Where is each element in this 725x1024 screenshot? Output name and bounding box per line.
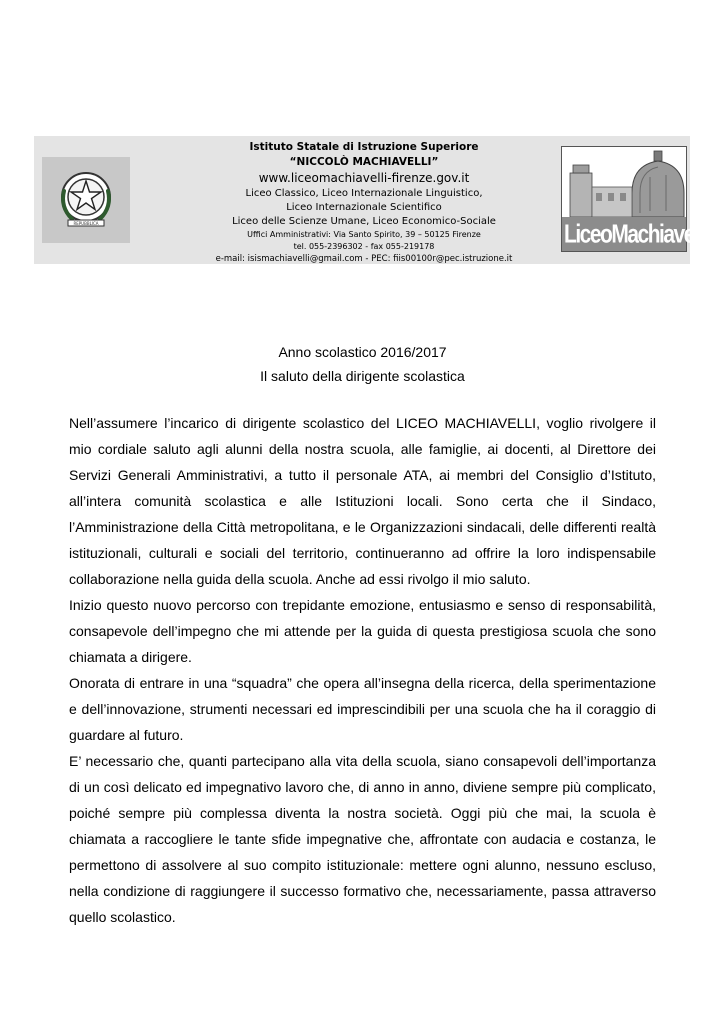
courses-line-2: Liceo Internazionale Scientifico — [286, 202, 442, 213]
paragraph: E’ necessario che, quanti partecipano alla vita della scuola, siano consapevoli dell’importanza di un così delicato ed impegnativo lavoro che, di anno in anno, diviene sempre più complicato, poiché sempre più complessa diventa la nostra società. Oggi più che mai, la scuola è chiamata a raccogliere le tante sfide impegnative che, affrontate con audacia e costanza, le permettono di assolvere al suo compito istituzionale: mettere ogni alunno, nessuno escluso, nella condizione di raggiungere il successo formativo che, necessariamente, passa attraverso quello scolastico. — [69, 753, 656, 925]
school-logo — [561, 146, 707, 252]
courses-line-1: Liceo Classico, Liceo Internazionale Linguistico, — [245, 188, 483, 199]
letterhead-text — [164, 140, 564, 266]
school-year: Anno scolastico 2016/2017 — [278, 344, 447, 360]
phone-fax: tel. 055-2396302 - fax 055-219178 — [293, 242, 435, 251]
svg-text:REPUBBLICA: REPUBBLICA — [73, 221, 99, 226]
logo-wordmark: LiceoMachiavelli — [564, 220, 707, 249]
offices-address: Uffici Amministrativi: Via Santo Spirito, 39 – 50125 Firenze — [247, 230, 481, 239]
document-subject: Il saluto della dirigente scolastica — [260, 368, 465, 384]
institute-type: Istituto Statale di Istruzione Superiore — [249, 141, 479, 153]
emblem-frame — [42, 157, 130, 243]
letterhead — [34, 136, 707, 264]
email-pec[interactable]: e-mail: isismachiavelli@gmail.com - PEC: fiis00100r@pec.istruzione.it — [215, 254, 513, 264]
paragraph: Nell’assumere l’incarico di dirigente scolastico del LICEO MACHIAVELLI, voglio rivolgere il mio cordiale saluto agli alunni della nostra scuola, alle famiglie, ai docenti, al Direttore dei Servizi Generali Amministrativi, a tutto il personale ATA, ai membri del Consiglio d’Istituto, all’intera comunità scolastica e alle Istituzioni locali. Sono certa che il Sindaco, l’Amministrazione della Città metropolitana, e le Organizzazioni sindacali, delle differenti realtà istituzionali, culturali e sociali del territorio, continueranno ad offrire la loro indispensabile collaborazione nella guida della scuola. Anche ad essi rivolgo il mio saluto. — [69, 415, 656, 587]
letter-body — [69, 410, 656, 930]
school-name: “NICCOLÒ MACHIAVELLI” — [289, 156, 439, 168]
paragraph: Inizio questo nuovo percorso con trepidante emozione, entusiasmo e senso di responsabilità, consapevole dell’impegno che mi attende per la guida di questa prestigiosa scuola che sono chiamata a dirigere. — [69, 597, 656, 665]
paragraph: Onorata di entrare in una “squadra” che opera all’insegna della ricerca, della sperimentazione e dell’innovazione, strumenti necessari ed imprescindibili per una scuola che ha il coraggio di guardare al futuro. — [69, 675, 656, 743]
courses-line-3: Liceo delle Scienze Umane, Liceo Economico-Sociale — [232, 216, 496, 227]
website-link[interactable]: www.liceomachiavelli-firenze.gov.it — [258, 171, 470, 185]
italian-republic-emblem-icon — [54, 167, 118, 233]
document-titles — [0, 340, 725, 388]
